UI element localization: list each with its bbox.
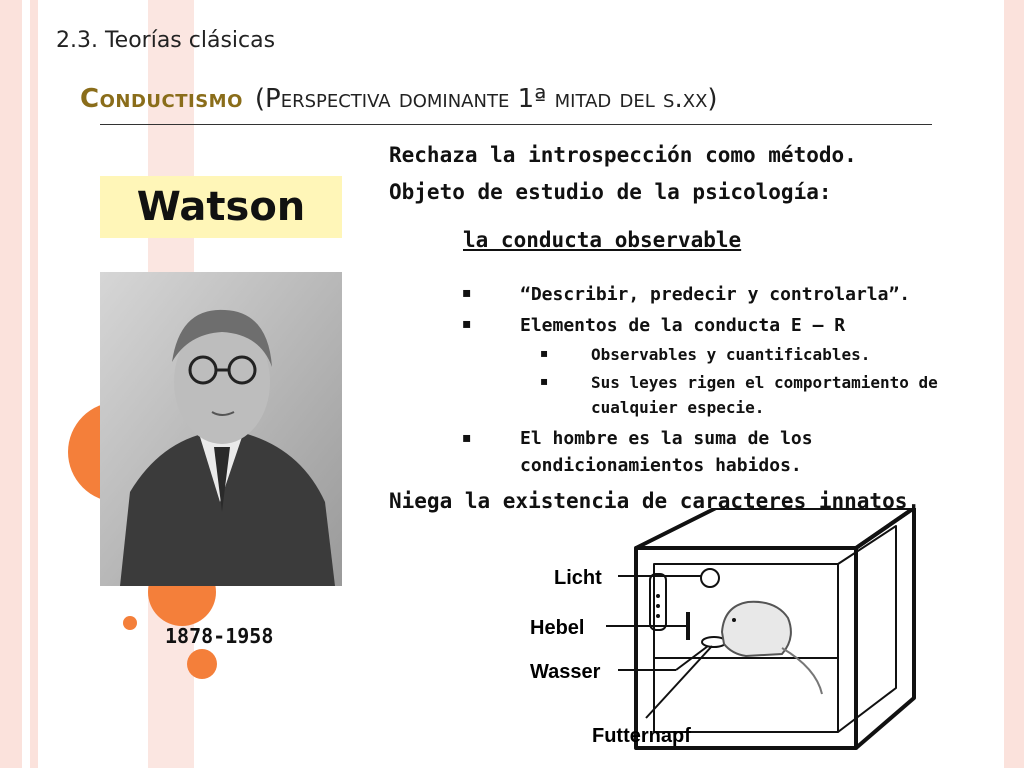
bullet-man-line2: condicionamientos habidos. (520, 455, 802, 476)
bullet-man-line1: El hombre es la suma de los (520, 428, 813, 449)
water-bottle (650, 574, 666, 630)
heading-sub: (Perspectiva dominante 1ª mitad del s.xx) (254, 84, 718, 114)
section-title: 2.3. Teorías clásicas (56, 28, 276, 53)
slide-heading (80, 84, 718, 114)
underlined-phrase: la conducta observable (463, 228, 742, 252)
text-line-introspection: Rechaza la introspección como método. (389, 143, 857, 167)
bullet-describe: “Describir, predecir y controlarla”. (520, 284, 911, 305)
heading-main: Conductismo (80, 84, 243, 114)
bullet-marker: ▪ (462, 316, 472, 332)
light-bulb (701, 569, 719, 587)
rat (722, 602, 791, 656)
bullet-marker: ▪ (462, 285, 472, 301)
bullet-elements: Elementos de la conducta E – R (520, 315, 846, 336)
text-line-object: Objeto de estudio de la psicología: (389, 180, 832, 204)
small-orange-dot (123, 616, 137, 630)
sub-bullet-observable: Observables y cuantificables. (591, 345, 871, 364)
life-years: 1878-1958 (165, 624, 274, 648)
sub-bullet-laws-line1: Sus leyes rigen el comportamiento de (591, 373, 938, 392)
text-line-innate: Niega la existencia de caracteres innatos. (389, 489, 921, 513)
sub-bullet-marker: ▪ (540, 374, 549, 388)
label-wasser: Wasser (530, 661, 601, 683)
watson-portrait (100, 272, 342, 586)
sub-bullet-marker: ▪ (540, 346, 549, 360)
sub-bullet-laws-line2: cualquier especie. (591, 398, 765, 417)
skinner-box-diagram (526, 508, 1024, 768)
bullet-marker: ▪ (462, 430, 472, 446)
name-box (100, 176, 342, 238)
heading-divider (100, 124, 932, 125)
label-licht: Licht (554, 567, 602, 589)
orange-circle-bottom (187, 649, 217, 679)
label-hebel: Hebel (530, 617, 585, 639)
person-name: Watson (136, 184, 306, 230)
label-futternapf: Futternapf (592, 725, 691, 747)
